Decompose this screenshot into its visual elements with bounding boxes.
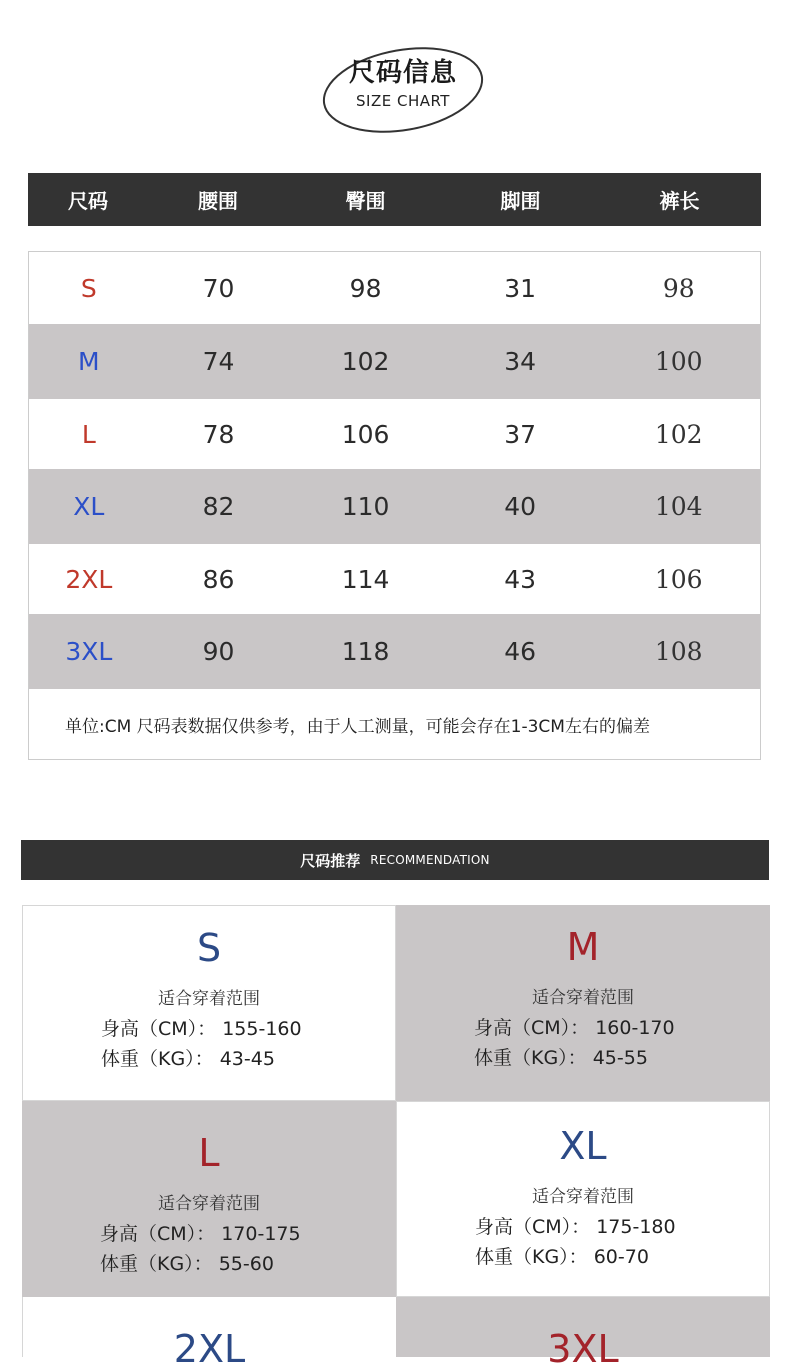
recommend-card-xl <box>396 1101 770 1297</box>
header-length: 裤长 <box>659 189 700 213</box>
leg-value: 43 <box>504 564 537 594</box>
card-size: M <box>566 925 600 969</box>
leg-value: 46 <box>504 637 537 666</box>
header-leg: 脚围 <box>500 189 541 213</box>
title-cn: 尺码信息 <box>348 58 457 88</box>
card-size: L <box>198 1131 220 1175</box>
size-chart-header <box>28 173 761 226</box>
header-waist: 腰围 <box>198 189 238 213</box>
leg-value: 40 <box>504 492 537 521</box>
table-row <box>29 544 760 614</box>
card-fit-label: 适合穿着范围 <box>158 989 260 1009</box>
hip-value: 106 <box>341 419 390 449</box>
recommendation-title-cn: 尺码推荐 <box>300 851 361 870</box>
measurement-note: 单位:CM 尺码表数据仅供参考，由于人工测量，可能会存在1-3CM左右的偏差 <box>65 716 650 737</box>
card-size: 2XL <box>173 1327 246 1371</box>
size-label: M <box>78 347 100 376</box>
waist-value: 70 <box>202 273 235 303</box>
card-weight: 体重（KG）： 60-70 <box>475 1246 649 1268</box>
hip-value: 110 <box>341 492 390 521</box>
card-size: XL <box>559 1124 607 1168</box>
header-size: 尺码 <box>68 189 108 213</box>
recommend-card-l <box>22 1101 396 1297</box>
length-value: 98 <box>662 273 695 303</box>
recommendation-header <box>21 840 769 880</box>
table-row <box>29 399 760 469</box>
card-weight: 体重（KG）： 43-45 <box>101 1048 275 1070</box>
card-size: S <box>196 926 222 970</box>
length-value: 102 <box>654 419 703 449</box>
card-size: 3XL <box>547 1327 619 1371</box>
table-row <box>29 252 760 324</box>
size-label: S <box>80 273 97 303</box>
hip-value: 114 <box>341 564 390 594</box>
length-value: 104 <box>654 492 703 521</box>
recommend-card-2xl <box>22 1297 396 1371</box>
card-fit-label: 适合穿着范围 <box>532 1187 634 1207</box>
card-height: 身高（CM）： 170-175 <box>100 1223 301 1245</box>
waist-value: 90 <box>202 637 235 666</box>
waist-value: 78 <box>202 419 235 449</box>
header-hip: 臀围 <box>345 189 386 213</box>
size-label: XL <box>73 492 105 521</box>
table-row <box>29 469 760 544</box>
size-chart-table <box>28 251 761 760</box>
recommend-card-s <box>22 905 396 1101</box>
length-value: 108 <box>654 637 703 666</box>
hip-value: 98 <box>349 273 382 303</box>
size-label: 2XL <box>65 564 113 594</box>
waist-value: 86 <box>202 564 235 594</box>
size-label: L <box>81 419 96 449</box>
table-row <box>29 614 760 689</box>
hip-value: 118 <box>341 637 390 666</box>
leg-value: 37 <box>504 419 537 449</box>
waist-value: 82 <box>202 492 235 521</box>
recommend-card-3xl <box>396 1297 770 1371</box>
card-height: 身高（CM）： 175-180 <box>475 1216 676 1238</box>
waist-value: 74 <box>202 347 235 376</box>
size-chart-title <box>318 40 488 136</box>
hip-value: 102 <box>341 347 390 376</box>
title-en: SIZE CHART <box>356 92 450 110</box>
card-weight: 体重（KG）： 45-55 <box>474 1047 648 1069</box>
card-fit-label: 适合穿着范围 <box>532 988 634 1008</box>
leg-value: 31 <box>504 273 537 303</box>
card-weight: 体重（KG）： 55-60 <box>100 1253 274 1275</box>
size-label: 3XL <box>65 637 113 666</box>
recommend-card-m <box>396 905 770 1101</box>
card-fit-label: 适合穿着范围 <box>158 1194 260 1214</box>
card-height: 身高（CM）： 155-160 <box>101 1018 302 1040</box>
length-value: 106 <box>654 564 703 594</box>
length-value: 100 <box>654 347 703 376</box>
recommendation-grid <box>22 905 770 1371</box>
table-row <box>29 324 760 399</box>
card-height: 身高（CM）： 160-170 <box>474 1017 675 1039</box>
leg-value: 34 <box>504 347 537 376</box>
recommendation-title-en: RECOMMENDATION <box>370 853 490 867</box>
